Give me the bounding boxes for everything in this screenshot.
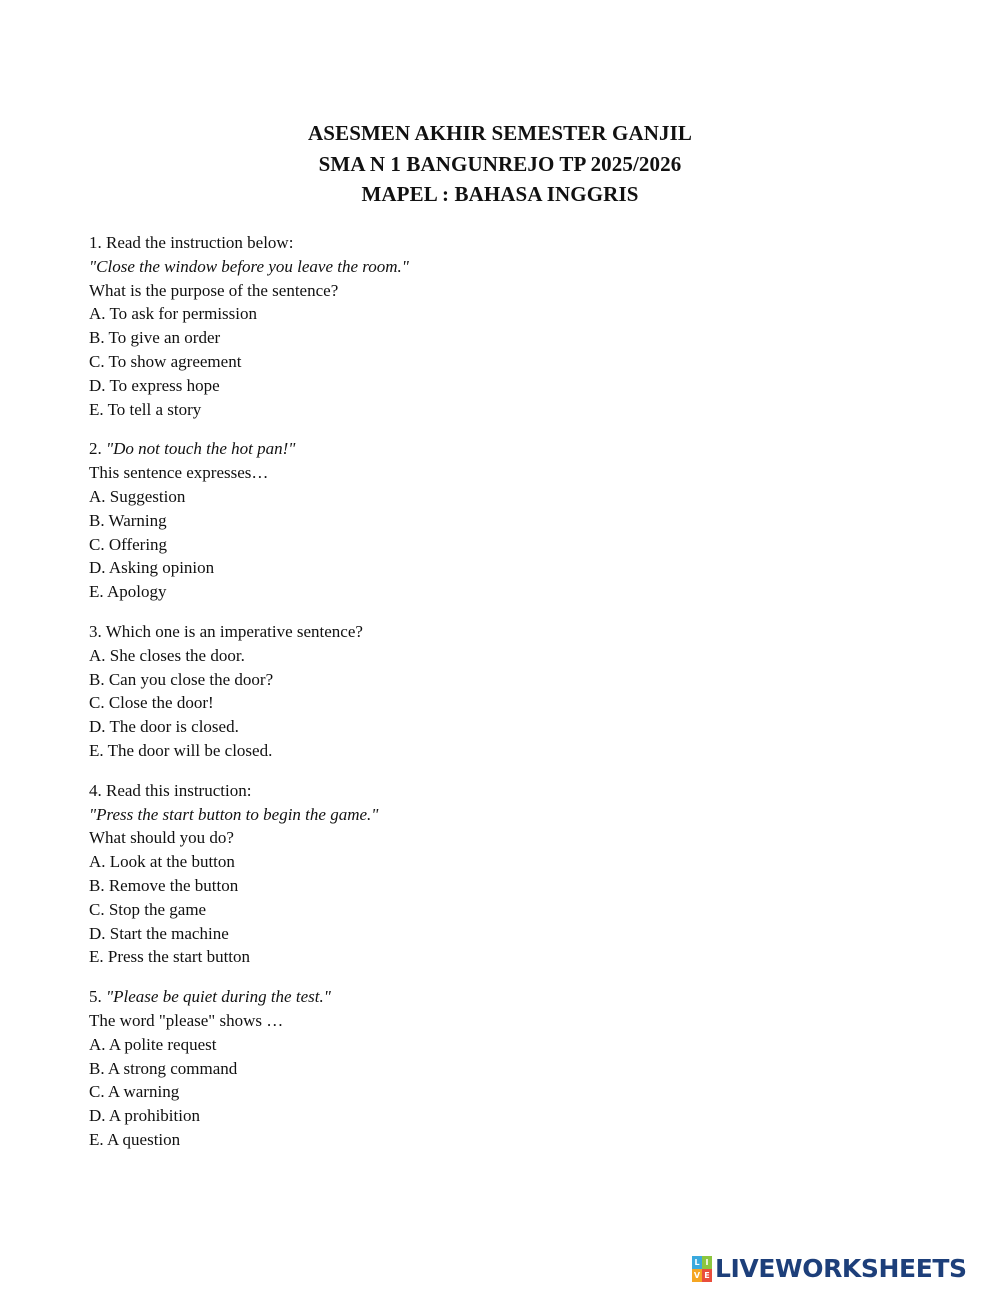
document-header (0, 118, 1000, 210)
liveworksheets-logo-icon (692, 1256, 712, 1282)
line-text: B. Warning (89, 510, 167, 530)
question-line (89, 715, 949, 739)
question-line (89, 739, 949, 763)
question-line (89, 1033, 949, 1057)
question-line (89, 1128, 949, 1152)
question-text (89, 985, 949, 1009)
line-text: A. A polite request (89, 1034, 217, 1054)
question-text (89, 437, 949, 461)
line-text: 4. Read this instruction: (89, 780, 252, 800)
line-text: C. To show agreement (89, 351, 242, 371)
line-text: E. A question (89, 1129, 181, 1149)
question-block (89, 779, 949, 969)
line-text: E. To tell a story (89, 399, 202, 419)
question-block (89, 985, 949, 1152)
question-line (89, 945, 949, 969)
liveworksheets-logo-text: LIVEWORKSHEETS (715, 1254, 967, 1283)
question-number: 2. (89, 439, 106, 459)
line-text: What is the purpose of the sentence? (89, 280, 339, 300)
question-line (89, 826, 949, 850)
quoted-sentence: "Please be quiet during the test." (106, 987, 331, 1007)
line-text: E. The door will be closed. (89, 740, 273, 760)
line-text: C. Close the door! (89, 693, 214, 713)
quoted-sentence: "Do not touch the hot pan!" (106, 439, 296, 459)
line-text: The word "please" shows … (89, 1010, 284, 1030)
line-text: A. She closes the door. (89, 645, 245, 665)
question-line (89, 509, 949, 533)
line-text: D. To express hope (89, 375, 220, 395)
question-line (89, 533, 949, 557)
line-text: B. Remove the button (89, 875, 239, 895)
logo-tile: V (693, 1271, 701, 1280)
line-text: 1. Read the instruction below: (89, 233, 294, 252)
line-text: D. Asking opinion (89, 558, 215, 578)
question-line (89, 644, 949, 668)
line-text: A. Look at the button (89, 852, 235, 872)
question-line (89, 580, 949, 604)
line-text: C. Offering (89, 534, 168, 554)
question-line (89, 898, 949, 922)
question-line (89, 922, 949, 946)
question-list (89, 231, 949, 1168)
question-line (89, 874, 949, 898)
line-text: This sentence expresses… (89, 463, 269, 483)
line-text: D. The door is closed. (89, 717, 239, 737)
line-text: C. Stop the game (89, 899, 207, 919)
line-text: A. To ask for permission (89, 304, 258, 324)
question-line (89, 1009, 949, 1033)
question-text (89, 620, 949, 644)
school-name: SMA N 1 BANGUNREJO TP 2025/2026 (318, 151, 682, 176)
question-line (89, 803, 949, 827)
question-line (89, 691, 949, 715)
liveworksheets-logo (692, 1254, 967, 1284)
subject-title: MAPEL : BAHASA INGGRIS (361, 182, 639, 206)
question-text (89, 779, 949, 803)
question-block (89, 437, 949, 604)
question-line (89, 461, 949, 485)
question-number: 5. (89, 987, 106, 1007)
question-line (89, 1080, 949, 1104)
line-text: B. A strong command (89, 1058, 238, 1078)
question-line (89, 398, 949, 422)
question-line (89, 279, 949, 303)
question-line (89, 556, 949, 580)
line-text: C. A warning (89, 1082, 180, 1102)
line-text: B. To give an order (89, 328, 221, 348)
logo-tile: E (702, 1269, 712, 1282)
line-text: D. A prohibition (89, 1106, 200, 1126)
logo-tile: I (702, 1256, 712, 1269)
line-text: E. Apology (89, 582, 167, 602)
line-text: B. Can you close the door? (89, 669, 274, 689)
quoted-sentence: "Close the window before you leave the room." (89, 256, 409, 276)
question-line (89, 850, 949, 874)
question-block (89, 620, 949, 763)
logo-tile: L (692, 1256, 702, 1269)
question-line (89, 326, 949, 350)
line-text: D. Start the machine (89, 923, 229, 943)
question-line (89, 1057, 949, 1081)
line-text: 3. Which one is an imperative sentence? (89, 621, 363, 641)
question-block (89, 231, 949, 421)
line-text: What should you do? (89, 828, 234, 848)
question-line (89, 350, 949, 374)
line-text: E. Press the start button (89, 947, 251, 967)
question-line (89, 1104, 949, 1128)
question-line (89, 485, 949, 509)
question-line (89, 255, 949, 279)
question-line (89, 668, 949, 692)
quoted-sentence: "Press the start button to begin the game." (89, 804, 379, 824)
question-line (89, 302, 949, 326)
question-line (89, 374, 949, 398)
line-text: A. Suggestion (89, 486, 186, 506)
exam-title: ASESMEN AKHIR SEMESTER GANJIL (308, 121, 692, 145)
question-text (89, 231, 949, 255)
